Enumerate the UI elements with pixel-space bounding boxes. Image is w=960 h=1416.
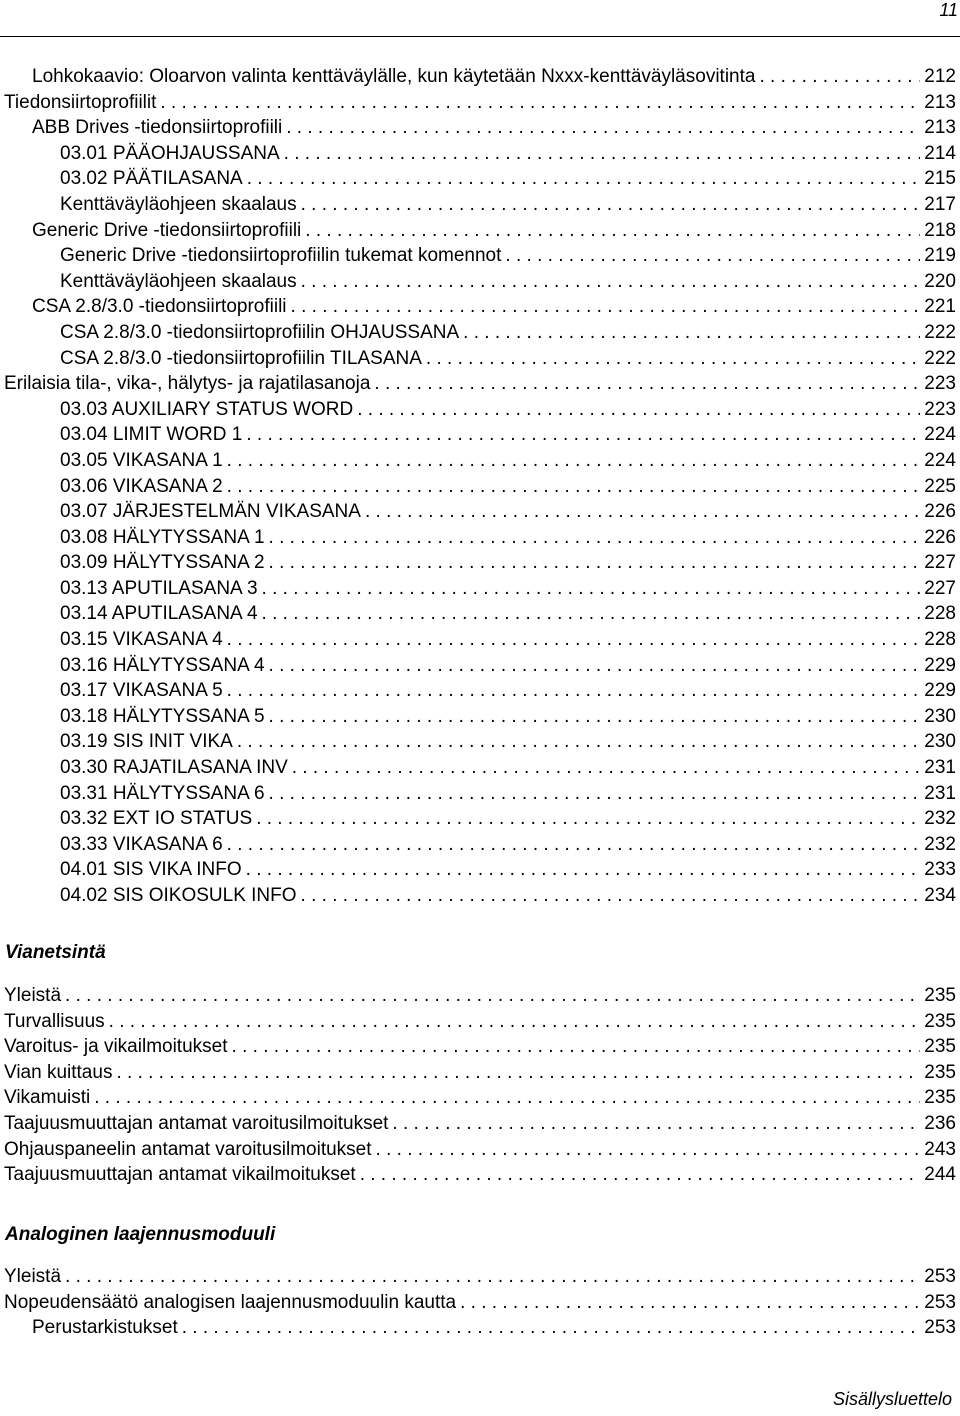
dot-leader [109,1009,921,1035]
dot-leader [292,755,921,781]
dot-leader [463,320,920,346]
toc-entry[interactable] [0,1034,956,1060]
dot-leader [94,1085,920,1111]
toc-entry[interactable] [0,1315,956,1341]
toc-entry-page: 232 [924,808,956,830]
dot-leader [232,1034,921,1060]
toc-entry-title: Nopeudensäätö analogisen laajennusmoduulin kautta [4,1291,457,1313]
toc-entry-title: Yleistä [4,1266,62,1287]
dot-leader [505,243,920,269]
toc-entry-page: 235 [924,1061,956,1083]
toc-entry-page: 234 [924,885,956,906]
toc-entry-title: 03.09 HÄLYTYSSANA 2 [60,552,265,574]
toc-entry-page: 235 [924,985,956,1006]
toc-entry[interactable] [0,857,956,883]
toc-entry-page: 225 [924,475,956,497]
toc-entry-page: 233 [924,859,956,881]
toc-entry[interactable] [0,1060,956,1086]
dot-leader [65,1264,920,1290]
dot-leader [65,983,920,1009]
toc-entry-page: 235 [924,1010,956,1032]
toc-entry-title: Perustarkistukset [32,1317,178,1339]
toc-entry-title: Kenttäväyläohjeen skaalaus [60,193,297,215]
toc-entry-title: ABB Drives -tiedonsiirtoprofiili [32,117,283,139]
toc-entry-page: 229 [924,654,956,676]
toc-entry[interactable] [0,320,956,346]
toc-entry-title: CSA 2.8/3.0 -tiedonsiirtoprofiilin OHJAUSSANA [60,321,460,343]
toc-entry-page: 226 [924,526,956,548]
toc-entry[interactable] [0,550,956,576]
dot-leader [392,1111,920,1137]
toc-entry-title: 03.05 VIKASANA 1 [60,449,223,471]
toc-entry-title: 03.04 LIMIT WORD 1 [60,424,243,446]
toc-entry-page: 222 [924,347,956,369]
toc-entry-page: 235 [924,1087,956,1109]
toc-entry[interactable] [0,269,956,295]
toc-entry-title: Vikamuisti [4,1087,91,1109]
toc-entry[interactable] [0,1085,956,1111]
dot-leader [227,474,921,500]
toc-entry[interactable] [0,525,956,551]
dot-leader [227,832,921,858]
dot-leader [374,371,920,397]
toc-entry-title: Taajuusmuuttajan antamat varoitusilmoitukset [4,1112,389,1134]
toc-entry[interactable] [0,627,956,653]
dot-leader [376,1137,921,1163]
dot-leader [269,550,921,576]
toc-entry[interactable] [0,422,956,448]
toc-entry-page: 227 [924,552,956,574]
toc-entry[interactable] [0,883,956,909]
toc-entry[interactable] [0,192,956,218]
toc-entry-page: 253 [924,1266,956,1287]
toc-entry-page: 224 [924,424,956,446]
toc-entry[interactable] [0,983,956,1009]
toc-entry-title: Yleistä [4,985,62,1006]
toc-entry[interactable] [0,1290,956,1316]
toc-entry-page: 229 [924,680,956,702]
dot-leader [269,704,921,730]
toc-entry-page: 222 [924,321,956,343]
dot-leader [365,499,920,525]
toc-entry[interactable] [0,806,956,832]
toc-entry-title: Varoitus- ja vikailmoitukset [4,1036,228,1058]
toc-entry-page: 236 [924,1112,956,1134]
toc-entry-title: 03.08 HÄLYTYSSANA 1 [60,526,265,548]
toc-entry-title: Tiedonsiirtoprofiilit [4,91,157,113]
toc-entry-title: 03.16 HÄLYTYSSANA 4 [60,654,265,676]
toc-entry[interactable] [0,781,956,807]
dot-leader [246,422,920,448]
dot-leader [160,90,920,116]
toc-entry[interactable] [0,601,956,627]
toc-analoginen [0,1264,956,1341]
dot-leader [269,781,921,807]
footer-title: Sisällysluettelo [832,1389,952,1409]
toc-entry-title: 03.03 AUXILIARY STATUS WORD [60,398,354,420]
toc-entry-page: 228 [924,629,956,651]
toc-entry-title: CSA 2.8/3.0 -tiedonsiirtoprofiilin TILASANA [60,347,422,369]
toc-entry[interactable] [0,832,956,858]
toc-entry[interactable] [0,755,956,781]
toc-entry-page: 221 [924,296,956,318]
toc-entry-title: 04.02 SIS OIKOSULK INFO [60,885,297,906]
toc-entry-title: Ohjauspaneelin antamat varoitusilmoitukset [4,1138,372,1160]
toc-entry-title: Generic Drive -tiedonsiirtoprofiili [32,219,302,241]
toc-entry-title: 04.01 SIS VIKA INFO [60,859,242,881]
toc-entry-page: 219 [924,245,956,267]
page-number: 11 [939,0,958,20]
dot-leader [759,64,920,90]
dot-leader [291,294,921,320]
dot-leader [262,576,921,602]
dot-leader [269,525,921,551]
toc-entry[interactable] [0,1009,956,1035]
toc-entry[interactable] [0,64,956,90]
toc-entry-page: 243 [924,1138,956,1160]
dot-leader [182,1315,921,1341]
toc-entry-title: Erilaisia tila-, vika-, hälytys- ja rajatilasanoja [4,373,371,395]
dot-leader [284,141,921,167]
toc-entry-title: 03.18 HÄLYTYSSANA 5 [60,705,265,727]
toc-vianetsinta [0,983,956,1188]
toc-entry-page: 231 [924,782,956,804]
toc-entry[interactable] [0,346,956,372]
toc-entry[interactable] [0,704,956,730]
dot-leader [227,448,921,474]
section-heading-analoginen: Analoginen laajennusmoduuli [5,1224,276,1245]
toc-entry-title: Vian kuittaus [4,1061,113,1083]
dot-leader [269,653,921,679]
toc-entry[interactable] [0,1162,956,1188]
toc-entry[interactable] [0,576,956,602]
toc-entry[interactable] [0,1264,956,1290]
toc-entry-page: 217 [924,193,956,215]
toc-entry-title: 03.07 JÄRJESTELMÄN VIKASANA [60,501,361,523]
toc-entry-page: 253 [924,1317,956,1339]
toc-entry-page: 213 [924,117,956,139]
toc-entry-page: 235 [924,1036,956,1058]
toc-entry[interactable] [0,448,956,474]
dot-leader [116,1060,920,1086]
toc-entry[interactable] [0,1111,956,1137]
toc-entry-page: 220 [924,270,956,292]
toc-entry[interactable] [0,141,956,167]
toc-entry[interactable] [0,243,956,269]
toc-entry-page: 214 [924,142,956,164]
toc-entry-page: 224 [924,449,956,471]
dot-leader [246,857,921,883]
toc-entry-title: 03.33 VIKASANA 6 [60,833,223,855]
toc-entry[interactable] [0,166,956,192]
toc-entry-page: 227 [924,577,956,599]
toc-entry-title: 03.15 VIKASANA 4 [60,629,223,651]
dot-leader [460,1290,920,1316]
dot-leader [426,346,920,372]
toc-entry-page: 230 [924,705,956,727]
toc-entry[interactable] [0,678,956,704]
toc-entry[interactable] [0,729,956,755]
toc-entry-page: 218 [924,219,956,241]
toc-entry-page: 213 [924,91,956,113]
toc-entry-page: 223 [924,398,956,420]
toc-entry-title: 03.06 VIKASANA 2 [60,475,223,497]
toc-entry[interactable] [0,1137,956,1163]
toc-entry-title: CSA 2.8/3.0 -tiedonsiirtoprofiili [32,296,287,318]
dot-leader [301,269,921,295]
dot-leader [301,192,921,218]
toc-entry-page: 232 [924,833,956,855]
toc-entry-title: 03.19 SIS INIT VIKA [60,731,233,753]
dot-leader [256,806,920,832]
toc-entry[interactable] [0,397,956,423]
toc-entry-title: Kenttäväyläohjeen skaalaus [60,270,297,292]
dot-leader [262,601,921,627]
toc-entry[interactable] [0,294,956,320]
dot-leader [305,218,920,244]
dot-leader [357,397,920,423]
toc-entry-page: 244 [924,1164,956,1186]
toc-entry-title: 03.31 HÄLYTYSSANA 6 [60,782,265,804]
toc-entry-title: 03.17 VIKASANA 5 [60,680,223,702]
toc-entry-page: 212 [924,66,956,87]
toc-entry-title: Generic Drive -tiedonsiirtoprofiilin tukemat komennot [60,245,502,267]
section-heading-vianetsinta: Vianetsintä [5,942,106,963]
toc-entry-page: 228 [924,603,956,625]
toc-entry[interactable] [0,474,956,500]
toc-entry-title: Lohkokaavio: Oloarvon valinta kenttäväylälle, kun käytetään Nxxx-kenttäväyläsovitinta [32,66,756,87]
toc-entry-page: 253 [924,1291,956,1313]
toc-entry-title: 03.01 PÄÄOHJAUSSANA [60,142,280,164]
toc-entry-page: 226 [924,501,956,523]
toc-entry-title: Taajuusmuuttajan antamat vikailmoitukset [4,1164,356,1186]
dot-leader [247,166,921,192]
toc-entry-title: 03.13 APUTILASANA 3 [60,577,258,599]
toc-entry[interactable] [0,499,956,525]
dot-leader [360,1162,921,1188]
toc-entry[interactable] [0,371,956,397]
dot-leader [227,678,921,704]
toc-entry[interactable] [0,90,956,116]
toc-entry[interactable] [0,218,956,244]
toc-entry-title: 03.02 PÄÄTILASANA [60,168,243,190]
toc-entry-page: 215 [924,168,956,190]
dot-leader [237,729,920,755]
header-rule [0,36,960,37]
toc-entry-title: 03.14 APUTILASANA 4 [60,603,258,625]
toc-entry-page: 231 [924,757,956,779]
dot-leader [227,627,921,653]
dot-leader [301,883,921,909]
toc-entry-page: 223 [924,373,956,395]
toc-entry[interactable] [0,653,956,679]
toc-entry-page: 230 [924,731,956,753]
toc-entry-title: Turvallisuus [4,1010,105,1032]
toc-entry-title: 03.30 RAJATILASANA INV [60,757,288,779]
toc-entry-title: 03.32 EXT IO STATUS [60,808,253,830]
dot-leader [286,115,920,141]
toc-entry[interactable] [0,115,956,141]
toc-top [0,64,956,909]
